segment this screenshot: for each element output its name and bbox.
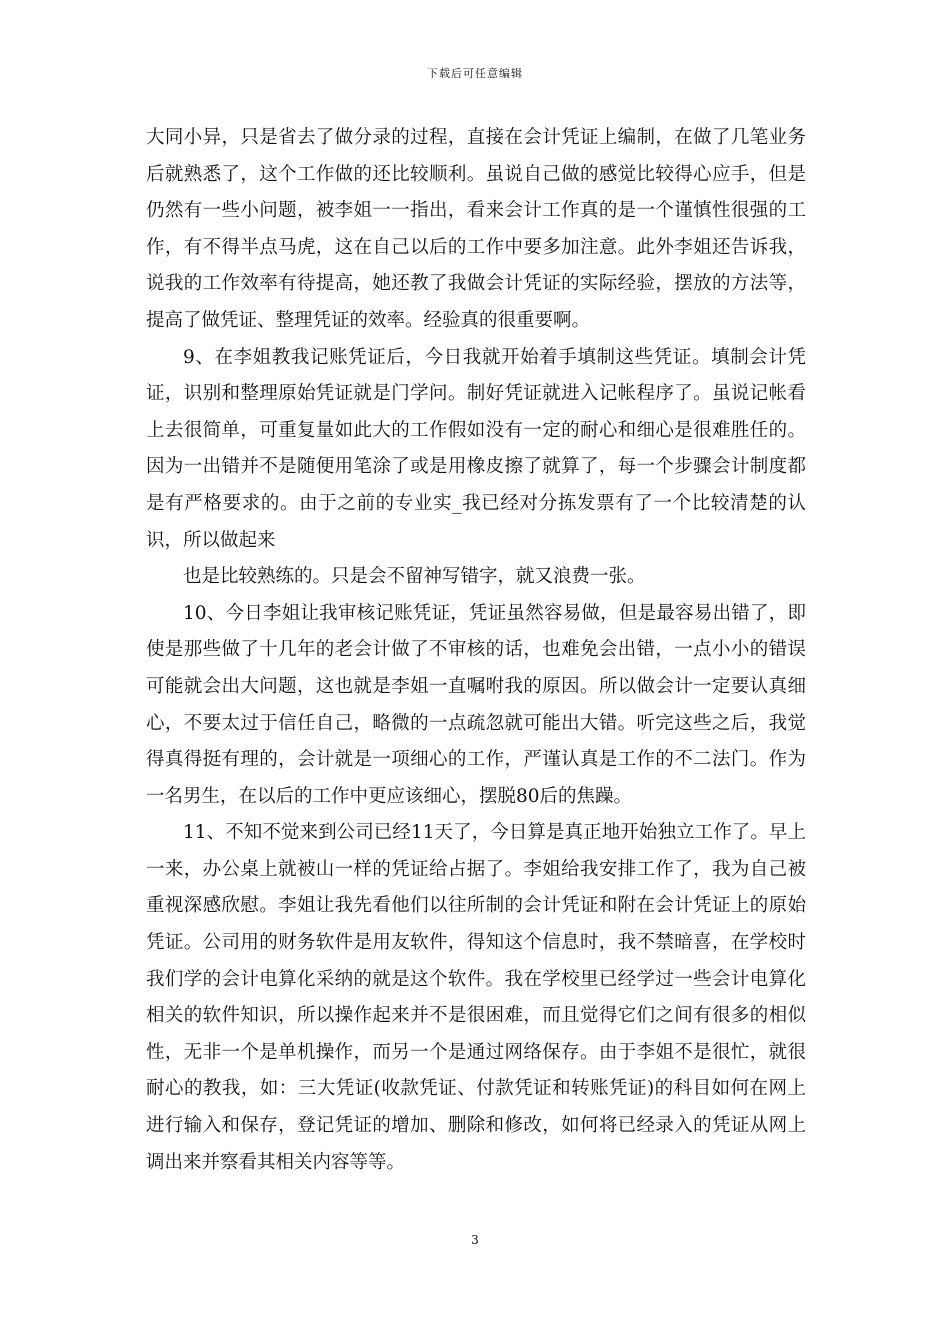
- page-number: 3: [471, 1233, 479, 1247]
- paragraph-continuation: 大同小异，只是省去了做分录的过程，直接在会计凭证上编制，在做了几笔业务后就熟悉了，这个工作做的还比较顺利。虽说自己做的感觉比较得心应手，但是仍然有一些小问题，被李姐一一指出，看来会计工作真的是一个谨慎性很强的工作，有不得半点马虎，这在自己以后的工作中要多加注意。此外李姐还告诉我，说我的工作效率有待提高，她还教了我做会计凭证的实际经验，摆放的方法等，提高了做凭证、整理凭证的效率。经验真的很重要啊。: [146, 127, 806, 331]
- paragraph-item-9-continued: 也是比较熟练的。只是会不留神写错字，就又浪费一张。: [183, 566, 646, 588]
- document-body: [146, 120, 806, 1181]
- paragraph-item-11: 11、不知不觉来到公司已经11天了，今日算是真正地开始独立工作了。早上一来，办公桌上就被山一样的凭证给占据了。李姐给我安排工作了，我为自己被重视深感欣慰。李姐让我先看他们以往所制的会计凭证和附在会计凭证上的原始凭证。公司用的财务软件是用友软件，得知这个信息时，我不禁暗喜，在学校时我们学的会计电算化采纳的就是这个软件。我在学校里已经学过一些会计电算化相关的软件知识，所以操作起来并不是很困难，而且觉得它们之间有很多的相似性，无非一个是单机操作，而另一个是通过网络保存。由于李姐不是很忙，就很耐心的教我，如：三大凭证(收款凭证、付款凭证和转账凭证)的科目如何在网上进行输入和保存，登记凭证的增加、删除和修改，如何将已经录入的凭证从网上调出来并察看其相关内容等等。: [146, 822, 806, 1173]
- page-header: 下载后可任意编辑: [427, 67, 523, 80]
- paragraph-item-9: 9、在李姐教我记账凭证后，今日我就开始着手填制这些凭证。填制会计凭证，识别和整理原始凭证就是门学问。制好凭证就进入记帐程序了。虽说记帐看上去很简单，可重复量如此大的工作假如没有一定的耐心和细心是很难胜任的。因为一出错并不是随便用笔涂了或是用橡皮擦了就算了，每一个步骤会计制度都是有严格要求的。由于之前的专业实_我已经对分拣发票有了一个比较清楚的认识，所以做起来: [146, 346, 806, 551]
- paragraph-item-10: 10、今日李姐让我审核记账凭证，凭证虽然容易做，但是最容易出错了，即使是那些做了十几年的老会计做了不审核的话，也难免会出错，一点小小的错误可能就会出大问题，这也就是李姐一直嘱咐我的原因。所以做会计一定要认真细心，不要太过于信任自己，略微的一点疏忽就可能出大错。听完这些之后，我觉得真得挺有理的，会计就是一项细心的工作，严谨认真是工作的不二法门。作为一名男生，在以后的工作中更应该细心，摆脱80后的焦躁。: [146, 602, 806, 807]
